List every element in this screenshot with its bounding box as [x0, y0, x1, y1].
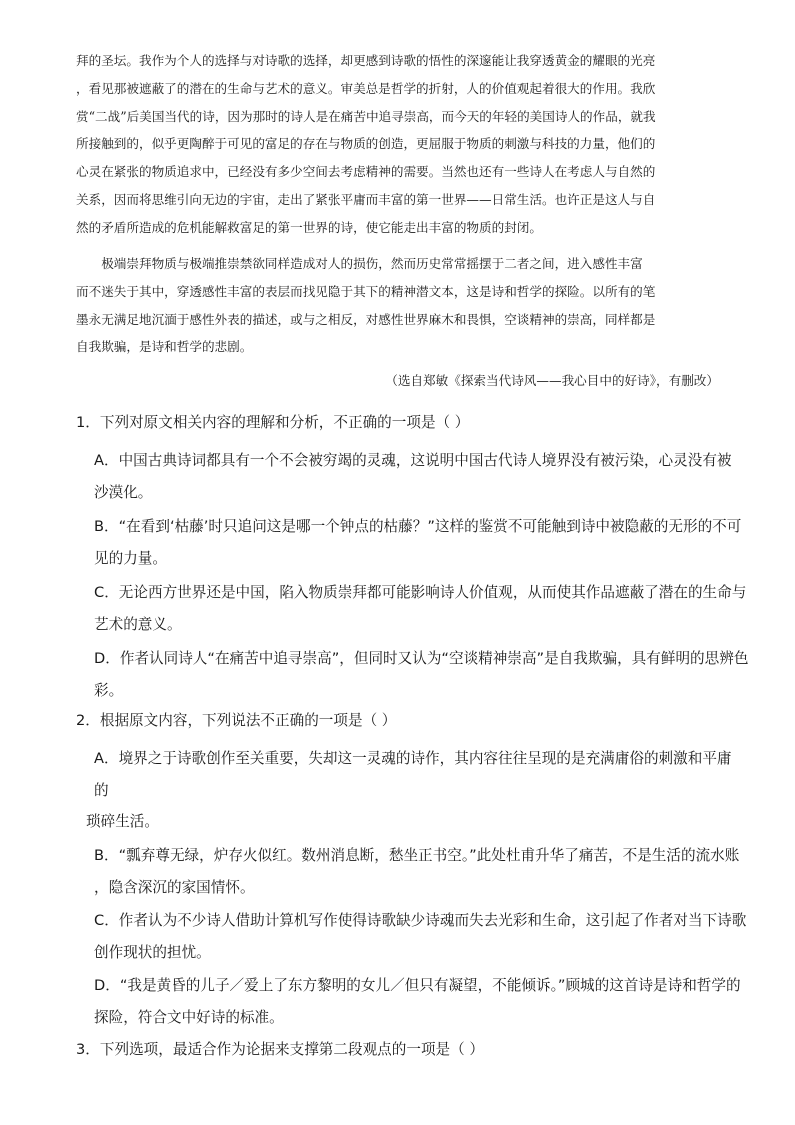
question-1-option-d — [94, 643, 749, 706]
option-line: 创作现状的担忧。 — [94, 943, 211, 961]
question-2-option-d — [94, 970, 741, 1033]
question-2-option-c — [94, 905, 747, 968]
passage-line: 墨永无满足地沉湎于感性外表的描述，或与之相反，对感性世界麻木和畏惧，空谈精神的崇高，同样都是 — [76, 311, 656, 327]
question-3-stem: 3．下列选项，最适合作为论据来支撑第二段观点的一项是（ ） — [76, 1041, 484, 1058]
option-line: 的 — [94, 781, 109, 799]
option-line: A．中国古典诗词都具有一个不会被穷竭的灵魂，这说明中国古代诗人境界没有被污染，心灵没有被 — [94, 452, 732, 469]
option-line: 彩。 — [94, 681, 124, 699]
passage-line: 然的矛盾所造成的危机能解救富足的第一世界的诗，使它能走出丰富的物质的封闭。 — [76, 219, 542, 235]
option-line: ，隐含深沉的家国情怀。 — [94, 878, 255, 896]
option-line: B．“瓢弃尊无绿，炉存火似红。数州消息断，愁坐正书空。”此处杜甫升华了痛苦，不是生活的流水账 — [94, 847, 740, 864]
option-line: 见的力量。 — [94, 549, 167, 567]
option-line: B．“在看到‘枯藤’时只追问这是哪一个钟点的枯藤？”这样的鉴赏不可能触到诗中被隐蔽的无形的不可 — [94, 518, 742, 535]
passage-line: 心灵在紧张的物质追求中，已经没有多少空间去考虑精神的需要。当然也还有一些诗人在考虑人与自然的 — [76, 164, 656, 180]
option-line: C．作者认为不少诗人借助计算机写作使得诗歌缺少诗魂而失去光彩和生命，这引起了作者对当下诗歌 — [94, 912, 747, 929]
option-line: 琐碎生活。 — [86, 813, 159, 830]
question-1-option-b — [94, 511, 742, 574]
question-2-option-b — [94, 840, 740, 903]
passage-paragraph-2 — [76, 250, 719, 361]
option-line: A．境界之于诗歌创作至关重要，失却这一灵魂的诗作，其内容往往呈现的是充满庸俗的刺激和平庸 — [94, 750, 732, 767]
passage-line: 拜的圣坛。我作为个人的选择与对诗歌的选择，却更感到诗歌的悟性的深邃能让我穿透黄金的耀眼的光亮 — [76, 53, 656, 68]
option-line: 沙漠化。 — [94, 483, 153, 501]
question-1-option-a — [94, 445, 732, 508]
question-1-stem: 1．下列对原文相关内容的理解和分析，不正确的一项是（ ） — [76, 414, 470, 431]
passage-line: 赏“二战”后美国当代的诗，因为那时的诗人是在痛苦中追寻崇高，而今天的年轻的美国诗人的作品，就我 — [76, 108, 656, 124]
passage-line: 所接触到的，似乎更陶醉于可见的富足的存在与物质的创造，更屈服于物质的刺激与科技的力量，他们的 — [76, 136, 656, 152]
question-1-option-c — [94, 577, 747, 640]
option-line: D．“我是黄昏的儿子／爱上了东方黎明的女儿／但只有凝望，不能倾诉。”顾城的这首诗是诗和哲学的 — [94, 977, 741, 994]
option-line: 艺术的意义。 — [94, 615, 182, 633]
option-line: D．作者认同诗人“在痛苦中追寻崇高”，但同时又认为“空谈精神崇高”是自我欺骗，具有鲜明的思辨色 — [94, 650, 749, 667]
passage-line: 极端崇拜物质与极端推崇禁欲同样造成对人的损伤，然而历史常常摇摆于二者之间，进入感性丰富 — [101, 256, 643, 271]
option-line: C．无论西方世界还是中国，陷入物质崇拜都可能影响诗人价值观，从而使其作品遮蔽了潜在的生命与 — [94, 584, 747, 601]
question-2-stem: 2．根据原文内容，下列说法不正确的一项是（ ） — [76, 712, 397, 729]
passage-line: 关系，因而将思维引向无边的宇宙，走出了紧张平庸而丰富的第一世界——日常生活。也许正是这人与自 — [76, 191, 656, 207]
passage-line: ，看见那被遮蔽了的潜在的生命与艺术的意义。审美总是哲学的折射，人的价值观起着很大的作用。我欣 — [76, 80, 656, 96]
passage-source: （选自郑敏《探索当代诗风——我心目中的好诗》，有删改） — [385, 373, 719, 388]
passage-line: 自我欺骗，是诗和哲学的悲剧。 — [76, 339, 253, 355]
passage-paragraph-1 — [76, 47, 719, 242]
question-2-option-a — [86, 743, 732, 838]
passage-line: 而不迷失于其中，穿透感性丰富的表层而找见隐于其下的精神潜文本，这是诗和哲学的探险。以所有的笔 — [76, 283, 656, 299]
option-line: 探险，符合文中好诗的标准。 — [94, 1008, 284, 1026]
